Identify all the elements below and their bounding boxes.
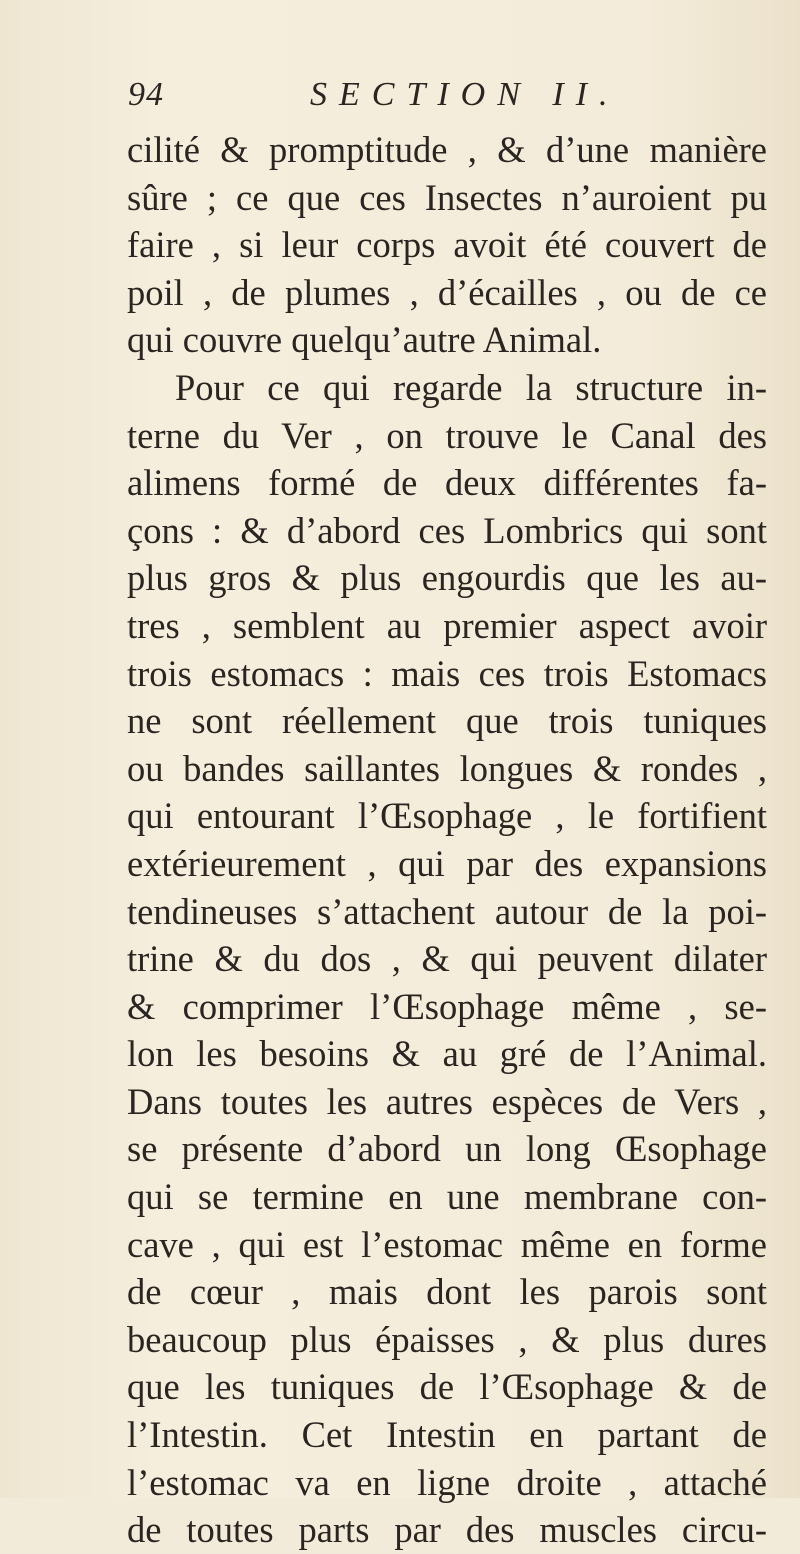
text-line: que les tuniques de l’Œsophage & de: [127, 1366, 767, 1408]
text-line: extérieurement , qui par des expansions: [127, 842, 767, 884]
text-line: qui entourant l’Œsophage , le fortifient: [127, 795, 767, 837]
text-line: & comprimer l’Œsophage même , se-: [127, 985, 767, 1027]
text-line: de toutes parts par des muscles circu-: [127, 1509, 767, 1551]
page-number: 94: [128, 76, 164, 113]
text-line: cilité & promptitude , & d’une manière: [127, 129, 767, 170]
text-line: sûre ; ce que ces Insectes n’auroient pu: [127, 176, 767, 218]
text-line: l’Intestin. Cet Intestin en partant de: [127, 1414, 767, 1456]
text-line: alimens formé de deux différentes fa-: [127, 462, 767, 504]
text-line: faire , si leur corps avoit été couvert de: [127, 224, 767, 266]
body-text: [127, 126, 767, 1554]
text-line: beaucoup plus épaisses , & plus dures: [127, 1318, 767, 1360]
text-line: Pour ce qui regarde la structure in-: [175, 366, 767, 408]
text-line: qui se termine en une membrane con-: [127, 1176, 767, 1218]
text-line: trine & du dos , & qui peuvent dilater: [127, 938, 767, 980]
text-line: trois estomacs : mais ces trois Estomacs: [127, 652, 767, 694]
page-header: [128, 76, 768, 126]
text-line: de cœur , mais dont les parois sont: [127, 1271, 767, 1313]
text-line: qui couvre quelqu’autre Animal.: [127, 319, 602, 361]
text-line: se présente d’abord un long Œsophage: [127, 1128, 767, 1170]
text-line: ne sont réellement que trois tuniques: [127, 700, 767, 742]
text-line: l’estomac va en ligne droite , attaché: [127, 1461, 767, 1503]
text-line: tendineuses s’attachent autour de la poi-: [127, 890, 767, 932]
text-line: poil , de plumes , d’écailles , ou de ce: [127, 271, 767, 313]
text-line: Dans toutes les autres espèces de Vers ,: [127, 1080, 767, 1122]
text-line: lon les besoins & au gré de l’Animal.: [127, 1033, 767, 1075]
text-line: plus gros & plus engourdis que les au-: [127, 557, 767, 599]
text-line: ou bandes saillantes longues & rondes ,: [127, 747, 767, 789]
text-line: çons : & d’abord ces Lombrics qui sont: [127, 509, 767, 551]
text-line: terne du Ver , on trouve le Canal des: [127, 414, 767, 456]
text-line: cave , qui est l’estomac même en forme: [127, 1223, 767, 1265]
text-line: tres , semblent au premier aspect avoir: [127, 604, 767, 646]
running-head: SECTION II.: [310, 76, 620, 113]
